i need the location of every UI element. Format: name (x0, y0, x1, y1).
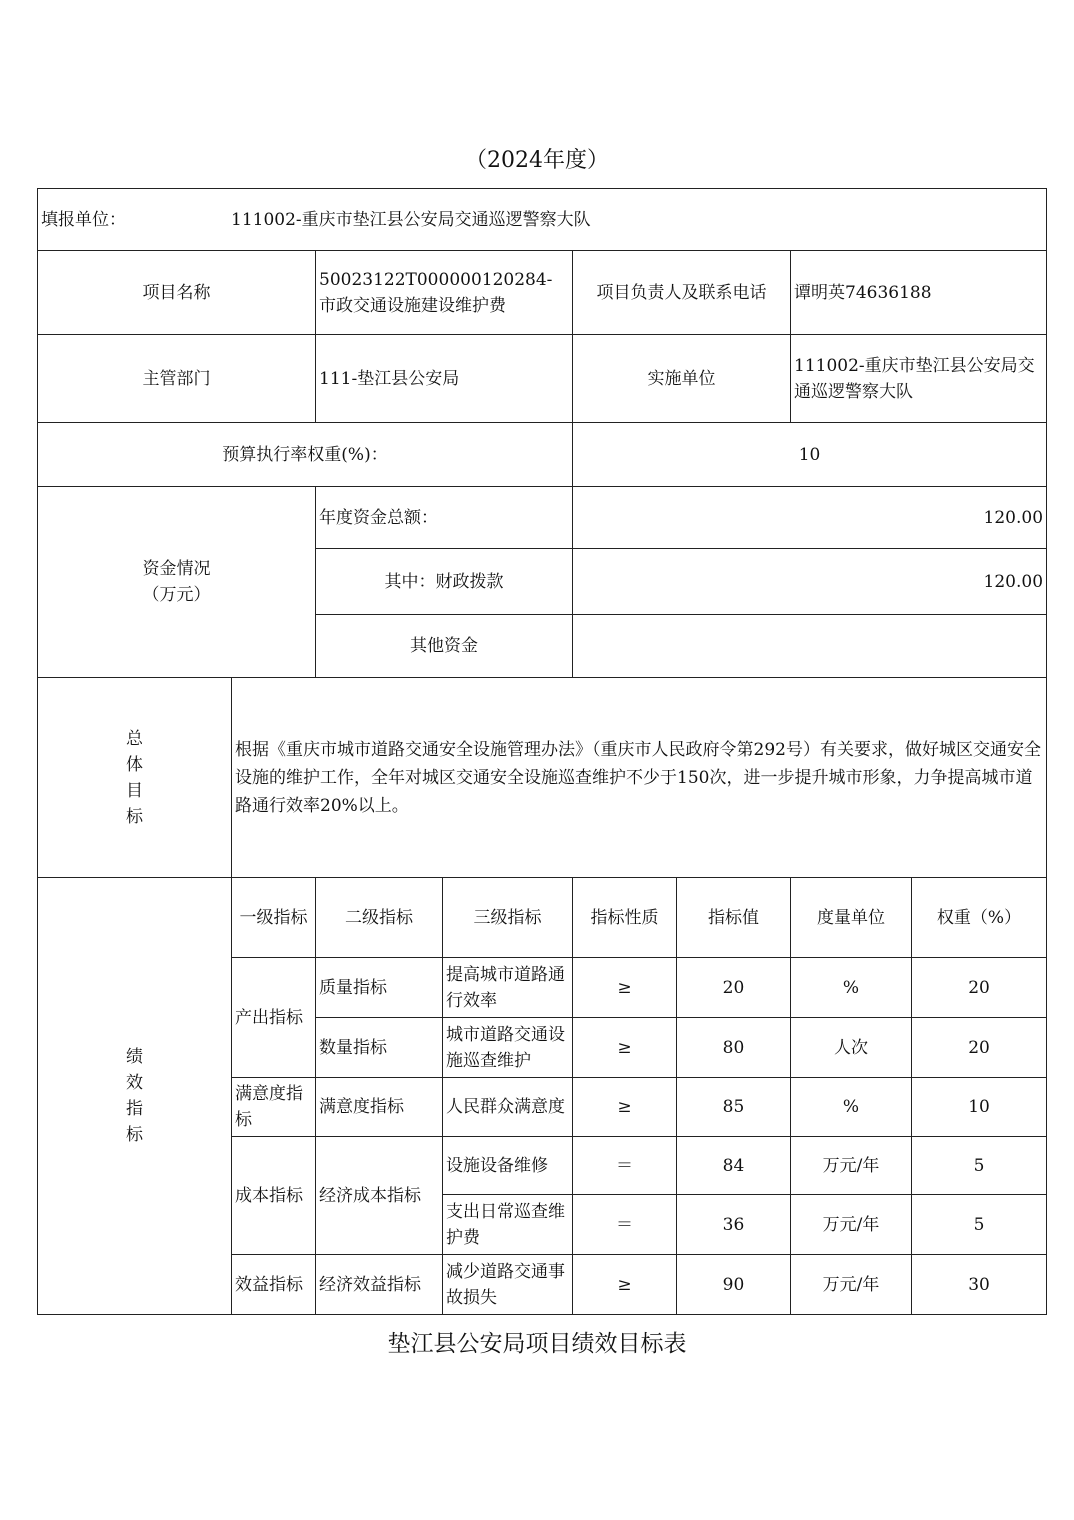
value-cell: 80 (677, 1018, 791, 1078)
reporting-unit-label: 填报单位： (41, 209, 126, 230)
nature-cell: ＝ (573, 1137, 677, 1195)
nature-cell: ≥ (573, 1018, 677, 1078)
funds-label (38, 487, 316, 678)
value-cell: 90 (677, 1255, 791, 1315)
funds-label-line1: 资金情况 (142, 559, 211, 579)
header-unit: 度量单位 (791, 878, 912, 958)
level1-cell: 产出指标 (232, 958, 316, 1078)
level2-cell: 经济效益指标 (316, 1255, 443, 1315)
header-level1: 一级指标 (232, 878, 316, 958)
level3-cell: 设施设备维修 (443, 1137, 573, 1195)
level2-cell: 质量指标 (316, 958, 443, 1018)
value-cell: 85 (677, 1078, 791, 1137)
unit-cell: % (791, 958, 912, 1018)
value-cell: 36 (677, 1195, 791, 1255)
level2-cell: 满意度指标 (316, 1078, 443, 1137)
weight-cell: 20 (912, 958, 1047, 1018)
header-value: 指标值 (677, 878, 791, 958)
table-caption: 垫江县公安局项目绩效目标表 (387, 1331, 687, 1357)
level2-cell: 数量指标 (316, 1018, 443, 1078)
performance-indicators-label: 绩 效 指 标 (38, 878, 232, 1315)
reporting-unit-row (38, 189, 1047, 251)
implementing-unit-value: 111002-重庆市垫江县公安局交通巡逻警察大队 (791, 335, 1047, 423)
header-level3: 三级指标 (443, 878, 573, 958)
value-cell: 84 (677, 1137, 791, 1195)
weight-cell: 20 (912, 1018, 1047, 1078)
weight-cell: 10 (912, 1078, 1047, 1137)
project-name-label: 项目名称 (38, 251, 316, 335)
unit-cell: % (791, 1078, 912, 1137)
annual-total-value: 120.00 (573, 487, 1047, 549)
project-name-value: 50023122T000000120284-市政交通设施建设维护费 (316, 251, 573, 335)
fiscal-allocation-value: 120.00 (573, 549, 1047, 615)
performance-target-table (37, 188, 1047, 1315)
overall-goal-label: 总 体 目 标 (38, 678, 232, 878)
report-year: （2024年度） (465, 148, 609, 173)
unit-cell: 万元/年 (791, 1137, 912, 1195)
supervising-dept-value: 111-垫江县公安局 (316, 335, 573, 423)
level3-cell: 减少道路交通事故损失 (443, 1255, 573, 1315)
budget-weight-value: 10 (573, 423, 1047, 487)
level1-cell: 效益指标 (232, 1255, 316, 1315)
budget-weight-label: 预算执行率权重(%)： (38, 423, 573, 487)
level3-cell: 人民群众满意度 (443, 1078, 573, 1137)
unit-cell: 万元/年 (791, 1255, 912, 1315)
unit-cell: 人次 (791, 1018, 912, 1078)
weight-cell: 5 (912, 1195, 1047, 1255)
funds-label-line2: （万元） (142, 585, 211, 605)
supervising-dept-label: 主管部门 (38, 335, 316, 423)
header-nature: 指标性质 (573, 878, 677, 958)
level3-cell: 城市道路交通设施巡查维护 (443, 1018, 573, 1078)
level1-cell: 成本指标 (232, 1137, 316, 1255)
header-level2: 二级指标 (316, 878, 443, 958)
other-funds-label: 其他资金 (316, 615, 573, 678)
project-contact-label: 项目负责人及联系电话 (573, 251, 791, 335)
project-contact-value: 谭明英74636188 (791, 251, 1047, 335)
annual-total-label: 年度资金总额： (316, 487, 573, 549)
fiscal-allocation-label: 其中：财政拨款 (316, 549, 573, 615)
level1-cell: 满意度指标 (232, 1078, 316, 1137)
unit-cell: 万元/年 (791, 1195, 912, 1255)
level3-cell: 支出日常巡查维护费 (443, 1195, 573, 1255)
nature-cell: ≥ (573, 1255, 677, 1315)
weight-cell: 5 (912, 1137, 1047, 1195)
value-cell: 20 (677, 958, 791, 1018)
other-funds-value (573, 615, 1047, 678)
weight-cell: 30 (912, 1255, 1047, 1315)
level2-cell: 经济成本指标 (316, 1137, 443, 1255)
nature-cell: ＝ (573, 1195, 677, 1255)
level3-cell: 提高城市道路通行效率 (443, 958, 573, 1018)
nature-cell: ≥ (573, 958, 677, 1018)
reporting-unit-value: 111002-重庆市垫江县公安局交通巡逻警察大队 (231, 209, 591, 230)
overall-goal-text: 根据《重庆市城市道路交通安全设施管理办法》（重庆市人民政府令第292号）有关要求，做好城区交通安全设施的维护工作，全年对城区交通安全设施巡查维护不少于150次，进一步提升城市形象，力争提高城市道路通行效率20%以上。 (232, 678, 1047, 878)
header-weight: 权重（%） (912, 878, 1047, 958)
nature-cell: ≥ (573, 1078, 677, 1137)
implementing-unit-label: 实施单位 (573, 335, 791, 423)
